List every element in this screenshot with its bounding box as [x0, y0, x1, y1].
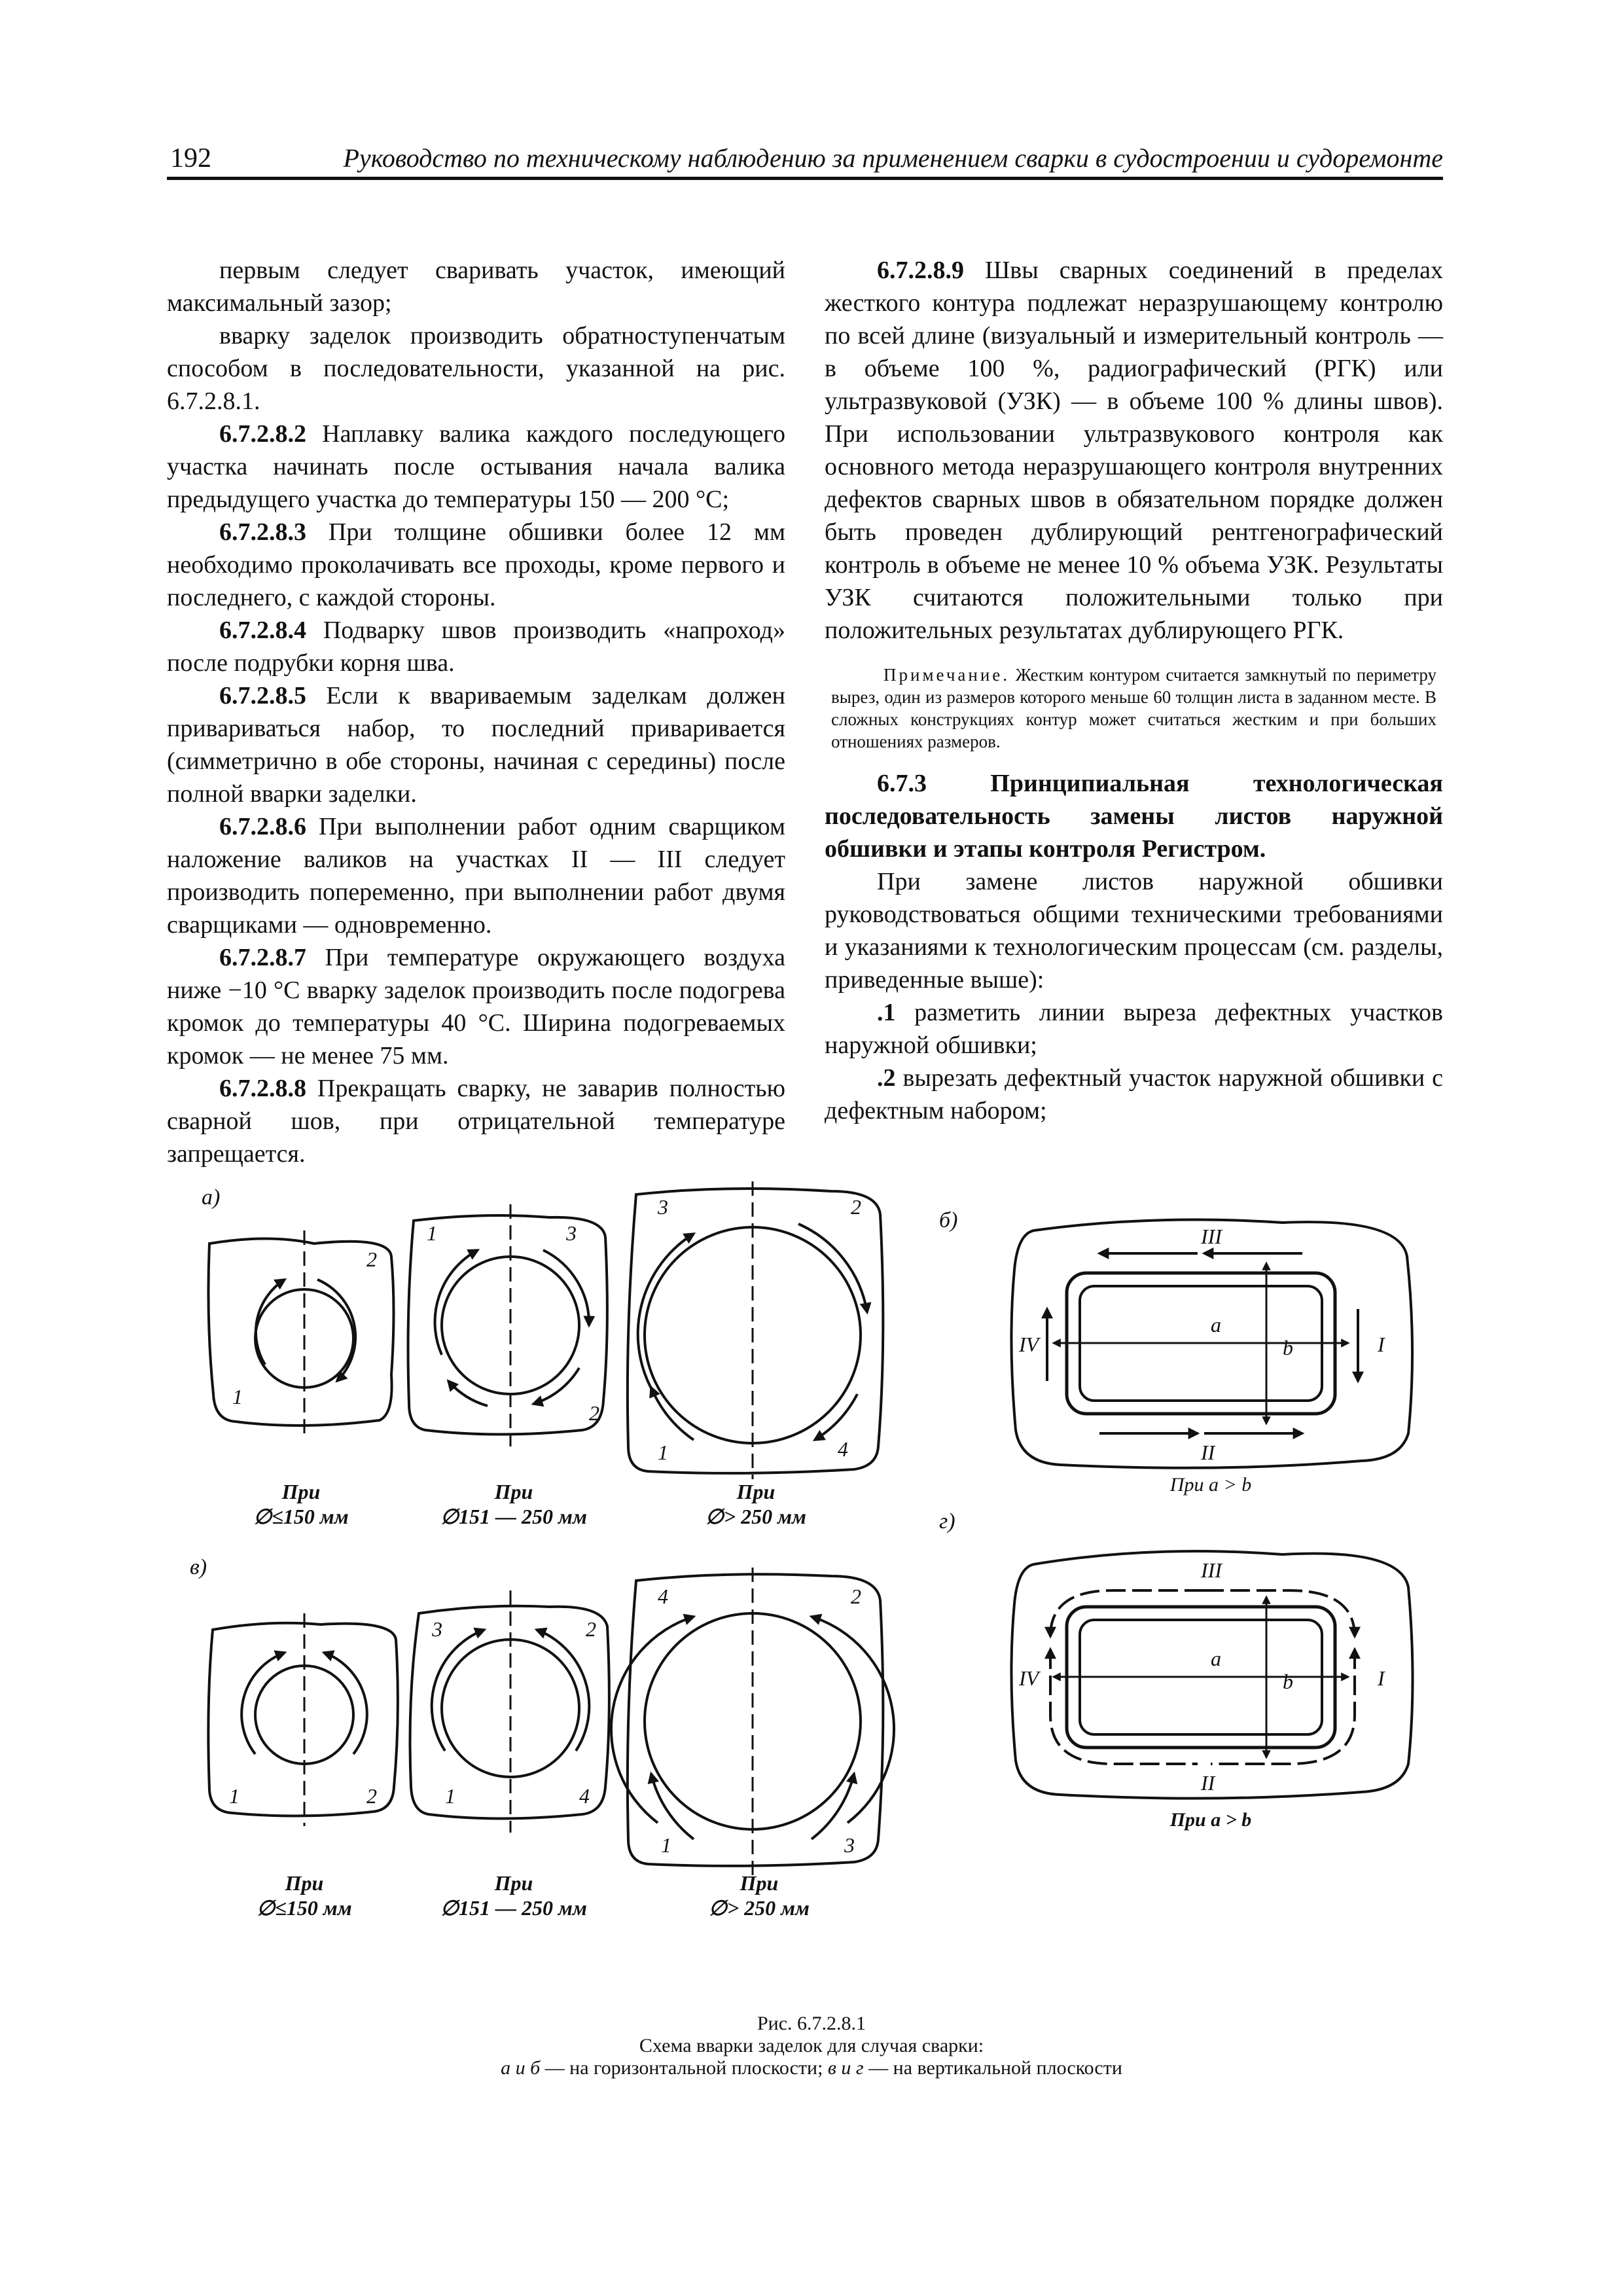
note-text: Жестким контуром считается замкнутый по периметру вырез, один из размеров которого меньше 60 толщин листа в заданном месте. В сложных конструкциях контур может считаться жестким и при больших отношениях размеров. — [831, 665, 1436, 751]
caption-text: — на горизонтальной плоскости; — [540, 2057, 828, 2079]
seq-label: 2 — [589, 1401, 599, 1425]
clause-text: Наплавку валика каждого последующего участка начинать после остывания начала валика предыдущего участка до температуры 150 — 200 °С; — [167, 420, 785, 513]
panel-label-a: а) — [202, 1185, 221, 1210]
header-rule — [167, 177, 1443, 180]
paragraph: вварку заделок производить обратноступенчатым способом в последовательности, указанной на рис. 6.7.2.8.1. — [167, 322, 785, 415]
paragraph — [167, 810, 785, 941]
condition-label: При a > b — [1169, 1474, 1252, 1496]
seq-label: 2 — [366, 1247, 377, 1271]
diameter-label: ∅> 250 мм — [705, 1505, 806, 1528]
seq-label: 4 — [658, 1585, 668, 1608]
welding-scheme-figure — [170, 1178, 1453, 2003]
paragraph: При замене листов наружной обшивки руководствоваться общими техническими требованиями и указаниями к технологическим процессам (см. разделы, приведенные выше): — [825, 868, 1443, 994]
diameter-label: ∅151 — 250 мм — [440, 1896, 587, 1920]
seq-label: 2 — [586, 1617, 596, 1641]
seq-label: 1 — [445, 1784, 455, 1808]
item-text: разметить линии выреза дефектных участков наружной обшивки; — [825, 999, 1443, 1059]
paragraph: первым следует сваривать участок, имеющий максимальный зазор; — [167, 257, 785, 317]
clause-text: Прекращать сварку, не заварив полностью сварной шов, при отрицательной температуре запрещается. — [167, 1075, 785, 1168]
condition-label: При — [740, 1871, 779, 1895]
seq-label: 1 — [658, 1441, 668, 1464]
roman-label: III — [1201, 1558, 1222, 1582]
condition-label: При — [285, 1871, 324, 1895]
paragraph — [167, 516, 785, 614]
clause-number: 6.7.2.8.6 — [219, 813, 306, 840]
panel-label-g: г) — [939, 1509, 955, 1534]
dim-a-label: a — [1211, 1647, 1221, 1670]
caption-text: — на вертикальной плоскости — [863, 2057, 1122, 2079]
seq-label: 3 — [658, 1195, 668, 1219]
panel-label-b: б) — [939, 1208, 958, 1232]
diameter-label: ∅151 — 250 мм — [440, 1505, 587, 1528]
paragraph — [167, 941, 785, 1072]
seq-label: 1 — [232, 1385, 243, 1408]
roman-label: II — [1201, 1441, 1215, 1464]
note — [831, 664, 1436, 753]
seq-label: 4 — [579, 1784, 590, 1808]
seq-label: 4 — [838, 1437, 848, 1461]
diameter-label: ∅≤150 мм — [253, 1505, 349, 1528]
plate-v-large — [611, 1568, 894, 1878]
caption-ref: в и г — [827, 2057, 864, 2079]
roman-label: IV — [1019, 1333, 1039, 1356]
clause-number: 6.7.2.8.5 — [219, 682, 306, 709]
plate-a-small — [208, 1230, 393, 1437]
plate-v-medium — [410, 1590, 609, 1833]
paragraph — [167, 1072, 785, 1170]
condition-label: При — [736, 1480, 776, 1503]
paragraph — [825, 996, 1443, 1062]
figure-number: Рис. 6.7.2.8.1 — [757, 2013, 866, 2034]
dim-b-label: b — [1283, 1336, 1293, 1359]
paragraph — [167, 679, 785, 810]
seq-label: 2 — [851, 1195, 861, 1219]
clause-text: При выполнении работ одним сварщиком наложение валиков на участках II — III следует производить попеременно, при выполнении работ двумя сварщиками — одновременно. — [167, 813, 785, 939]
plate-a-large — [628, 1181, 883, 1479]
caption-line-1: Схема вварки заделок для случая сварки: — [639, 2035, 984, 2056]
clause-number: 6.7.2.8.8 — [219, 1075, 306, 1102]
clause-text: Если к ввариваемым заделкам должен привариваться набор, то последний приваривается (симметрично в обе стороны, начиная с середины) после полной вварки заделки. — [167, 682, 785, 808]
condition-label: При — [281, 1480, 321, 1503]
clause-number: 6.7.2.8.3 — [219, 518, 306, 546]
left-column — [167, 254, 785, 1170]
roman-label: I — [1378, 1666, 1385, 1690]
clause-number: 6.7.2.8.9 — [877, 257, 964, 284]
clause-text: Подварку швов производить «напроход» после подрубки корня шва. — [167, 617, 785, 677]
condition-label: При — [494, 1480, 533, 1503]
clause-text: При толщине обшивки более 12 мм необходимо проколачивать все проходы, кроме первого и последнего, с каждой стороны. — [167, 518, 785, 611]
header-title: Руководство по техническому наблюдению за применением сварки в судостроении и судоремонте — [343, 143, 1443, 173]
clause-number: 6.7.2.8.7 — [219, 944, 306, 971]
paragraph — [167, 614, 785, 679]
clause-number: 6.7.2.8.2 — [219, 420, 306, 448]
clause-text: При температуре окружающего воздуха ниже −10 °С вварку заделок производить после подогрева кромок до температуры 40 °С. Ширина подогреваемых кромок — не менее 75 мм. — [167, 944, 785, 1069]
clause-number: 6.7.2.8.4 — [219, 617, 306, 644]
seq-label: 2 — [851, 1585, 861, 1608]
seq-label: 3 — [844, 1833, 855, 1857]
paragraph — [825, 254, 1443, 647]
rect-cutout-b — [1011, 1220, 1412, 1468]
roman-label: II — [1201, 1771, 1215, 1795]
seq-label: 1 — [229, 1784, 240, 1808]
seq-label: 2 — [366, 1784, 377, 1808]
seq-label: 3 — [566, 1221, 577, 1245]
seq-label: 3 — [432, 1617, 442, 1641]
diameter-label: ∅> 250 мм — [709, 1896, 810, 1920]
diameter-label: ∅≤150 мм — [257, 1896, 352, 1920]
roman-label: IV — [1019, 1666, 1039, 1690]
dim-b-label: b — [1283, 1670, 1293, 1693]
note-label: Примечание. — [883, 665, 1010, 685]
plate-a-medium — [408, 1204, 607, 1446]
condition-label: При a > b — [1169, 1809, 1252, 1831]
seq-label: 1 — [661, 1833, 671, 1857]
figure-caption — [0, 2013, 1623, 2079]
item-text: вырезать дефектный участок наружной обшивки с дефектным набором; — [825, 1064, 1443, 1124]
right-column — [825, 254, 1443, 1127]
plate-v-small — [208, 1613, 398, 1826]
panel-label-v: в) — [190, 1555, 207, 1579]
paragraph — [167, 418, 785, 516]
paragraph — [825, 1062, 1443, 1127]
caption-ref: а и б — [501, 2057, 541, 2079]
roman-label: III — [1201, 1225, 1222, 1248]
rect-cutout-g — [1011, 1551, 1412, 1799]
seq-label: 1 — [427, 1221, 437, 1245]
clause-text: Швы сварных соединений в пределах жесткого контура подлежат неразрушающему контролю по всей длине (визуальный и измерительный контроль — в объеме 100 %, радиографический (РГК) или ультразвуковой (УЗК) — в объеме 100 % длины швов). При использовании ультразвукового контроля как основного метода неразрушающего контроля внутренних дефектов сварных швов в обязательном порядке должен быть проведен дублирующий рентгенографический контроль в объеме не менее 10 % объема УЗК. Результаты УЗК считаются положительными только при положительных результатах дублирующего РГК. — [825, 257, 1443, 644]
caption-line-2 — [0, 2057, 1623, 2079]
item-number: .2 — [877, 1064, 896, 1092]
section-title: 6.7.3 Принципиальная технологическая последовательность замены листов наружной обшивки и этапы контроля Регистром. — [825, 770, 1443, 863]
item-number: .1 — [877, 999, 896, 1026]
roman-label: I — [1378, 1333, 1385, 1356]
page-number: 192 — [170, 143, 211, 173]
dim-a-label: a — [1211, 1313, 1221, 1336]
condition-label: При — [494, 1871, 533, 1895]
running-header — [167, 143, 1443, 179]
